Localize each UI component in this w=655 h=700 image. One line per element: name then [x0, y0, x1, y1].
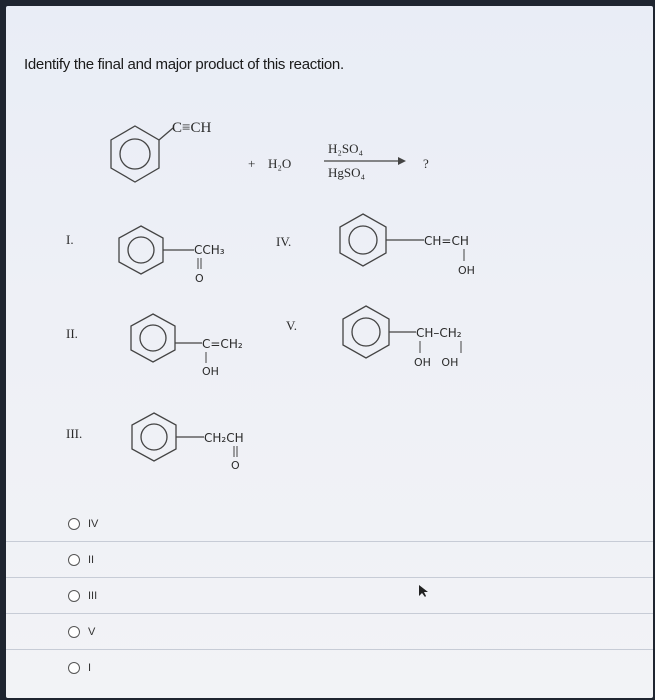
choice-label: II	[88, 553, 95, 566]
choice-ii[interactable]	[6, 541, 653, 577]
oxygen-v: OH OH	[414, 356, 459, 369]
unknown-product: ?	[423, 156, 429, 171]
choice-v[interactable]	[6, 613, 653, 649]
answer-choices	[6, 506, 653, 685]
radio-button[interactable]	[68, 518, 80, 530]
reaction-diagram	[6, 6, 653, 506]
reactant-alkyne-label: C≡CH	[172, 120, 212, 136]
choice-i[interactable]	[6, 649, 653, 685]
reagent-bottom-label: HgSO₄	[328, 165, 366, 180]
choice-iv[interactable]	[6, 506, 653, 541]
oxygen-i: O	[195, 272, 204, 285]
benzene-iii	[132, 413, 176, 461]
group-ii: C=CH₂	[202, 337, 243, 351]
water-label: H₂O	[268, 156, 292, 171]
choice-label: V	[88, 625, 96, 638]
oxygen-iv: OH	[458, 264, 475, 277]
reagent-top-label: H₂SO₄	[328, 141, 364, 156]
group-i: CCH₃	[194, 243, 225, 257]
oxygen-iii: O	[231, 459, 240, 472]
benzene-ii	[131, 314, 175, 362]
radio-button[interactable]	[68, 626, 80, 638]
benzene-i	[119, 226, 163, 274]
radio-button[interactable]	[68, 590, 80, 602]
question-text: Identify the final and major product of this reaction.	[24, 56, 344, 73]
benzene-v	[343, 306, 389, 358]
choice-label: I	[88, 661, 92, 674]
benzene-iv	[340, 214, 386, 266]
numeral-iii: III.	[66, 426, 83, 441]
numeral-v: V.	[286, 318, 297, 333]
choice-iii[interactable]	[6, 577, 653, 613]
quiz-page	[6, 6, 653, 698]
group-iv: CH=CH	[424, 234, 469, 248]
radio-button[interactable]	[68, 554, 80, 566]
numeral-i: I.	[66, 232, 74, 247]
choice-label: IV	[88, 517, 99, 530]
choice-label: III	[88, 589, 98, 602]
numeral-iv: IV.	[276, 234, 292, 249]
group-v: CH–CH₂	[416, 326, 462, 340]
oxygen-ii: OH	[202, 365, 219, 378]
plus-sign: +	[248, 156, 256, 171]
group-iii: CH₂CH	[204, 431, 244, 445]
numeral-ii: II.	[66, 326, 78, 341]
mouse-pointer-icon	[418, 584, 428, 598]
reactant-benzene	[111, 126, 159, 182]
radio-button[interactable]	[68, 662, 80, 674]
